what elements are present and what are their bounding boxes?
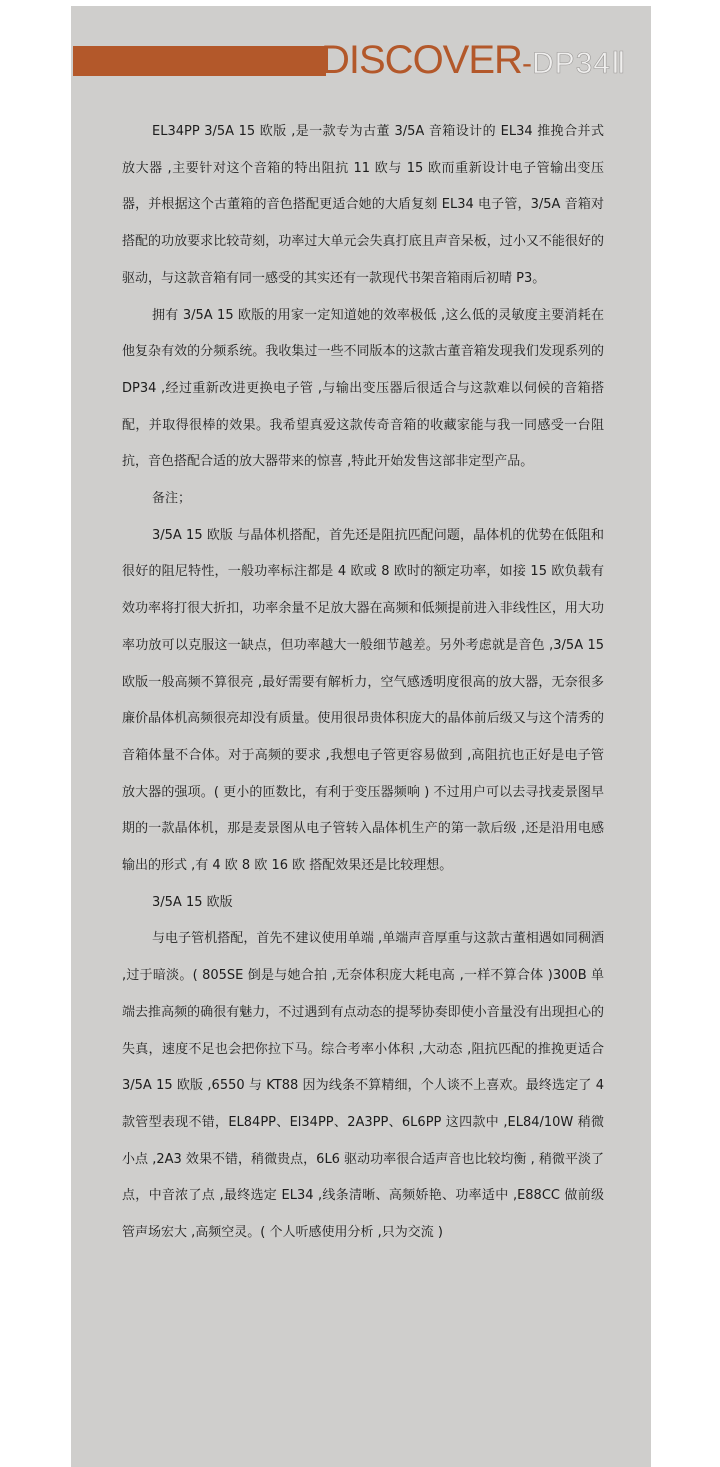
header bbox=[71, 38, 651, 86]
paragraph-note-heading: 备注； bbox=[152, 491, 192, 507]
brand-name: DISCOVER bbox=[321, 38, 522, 82]
brand-title bbox=[321, 40, 627, 80]
header-accent-bar bbox=[73, 46, 326, 76]
document-page bbox=[71, 6, 651, 1467]
paragraph-intro: EL34PP 3/5A 15 欧版 ,是一款专为古董 3/5A 音箱设计的 EL34 推挽合并式放大器 ,主要针对这个音箱的特出阻抗 11 欧与 15 欧而重新设计电子管输出变压器，并根据这个古董箱的音色搭配更适合她的大盾复刻 EL34 电子管，3/5A 音箱对搭配的功放要求比较苛刻，功率过大单元会失真打底且声音呆板，过小又不能很好的驱动，与这款音箱有同一感受的其实还有一款现代书架音箱雨后初晴 P3。 bbox=[122, 124, 604, 286]
paragraph-solid-state: 3/5A 15 欧版 与晶体机搭配，首先还是阻抗匹配问题，晶体机的优势在低阻和很好的阻尼特性，一般功率标注都是 4 欧或 8 欧时的额定功率，如接 15 欧负载有效功率将打很大折扣，功率余量不足放大器在高频和低频提前进入非线性区，用大功率功放可以克服这一缺点，但功率越大一般细节越差。另外考虑就是音色 ,3/5A 15 欧版一般高频不算很亮 ,最好需要有解析力，空气感透明度很高的放大器，无奈很多廉价晶体机高频很亮却没有质量。使用很昂贵体积庞大的晶体前后级又与这个清秀的音箱体量不合体。对于高频的要求 ,我想电子管更容易做到 ,高阻抗也正好是电子管放大器的强项。( 更小的匝数比，有利于变压器频响 ) 不过用户可以去寻找麦景图早期的一款晶体机，那是麦景图从电子管转入晶体机生产的第一款后级 ,还是沿用电感输出的形式 ,有 4 欧 8 欧 16 欧 搭配效果还是比较理想。 bbox=[122, 527, 604, 874]
brand-separator: - bbox=[521, 47, 532, 80]
paragraph-efficiency: 拥有 3/5A 15 欧版的用家一定知道她的效率极低 ,这么低的灵敏度主要消耗在他复杂有效的分频系统。我收集过一些不同版本的这款古董音箱发现我们发现系列的 DP34 ,经过重新改进更换电子管 ,与输出变压器后很适合与这款难以伺候的音箱搭配，并取得很棒的效果。我希望真爱这款传奇音箱的收藏家能与我一同感受一台阻抗，音色搭配合适的放大器带来的惊喜 ,特此开始发售这部非定型产品。 bbox=[122, 307, 604, 470]
brand-model: DP34Ⅱ bbox=[531, 47, 627, 80]
paragraph-subheading: 3/5A 15 欧版 bbox=[152, 894, 233, 910]
paragraph-tube: 与电子管机搭配，首先不建议使用单端 ,单端声音厚重与这款古董相遇如同稠酒 ,过于暗淡。( 805SE 倒是与她合拍 ,无奈体积庞大耗电高 ,一样不算合体 )300B 单端去推高频的确很有魅力，不过遇到有点动态的提琴协奏即使小音量没有出现担心的失真，速度不足也会把你拉下马。综合考率小体积 ,大动态 ,阻抗匹配的推挽更适合 3/5A 15 欧版 ,6550 与 KT88 因为线条不算精细，个人谈不上喜欢。最终选定了 4 款管型表现不错，EL84PP、El34PP、2A3PP、6L6PP 这四款中 ,EL84/10W 稍微小点 ,2A3 效果不错，稍微贵点，6L6 驱动功率很合适声音也比较均衡 , 稍微平淡了点，中音浓了点 ,最终选定 EL34 ,线条清晰、高频娇艳、功率适中 ,E88CC 做前级管声场宏大 ,高频空灵。( 个人听感使用分析 ,只为交流 ) bbox=[122, 931, 604, 1241]
article-body bbox=[122, 114, 604, 1252]
